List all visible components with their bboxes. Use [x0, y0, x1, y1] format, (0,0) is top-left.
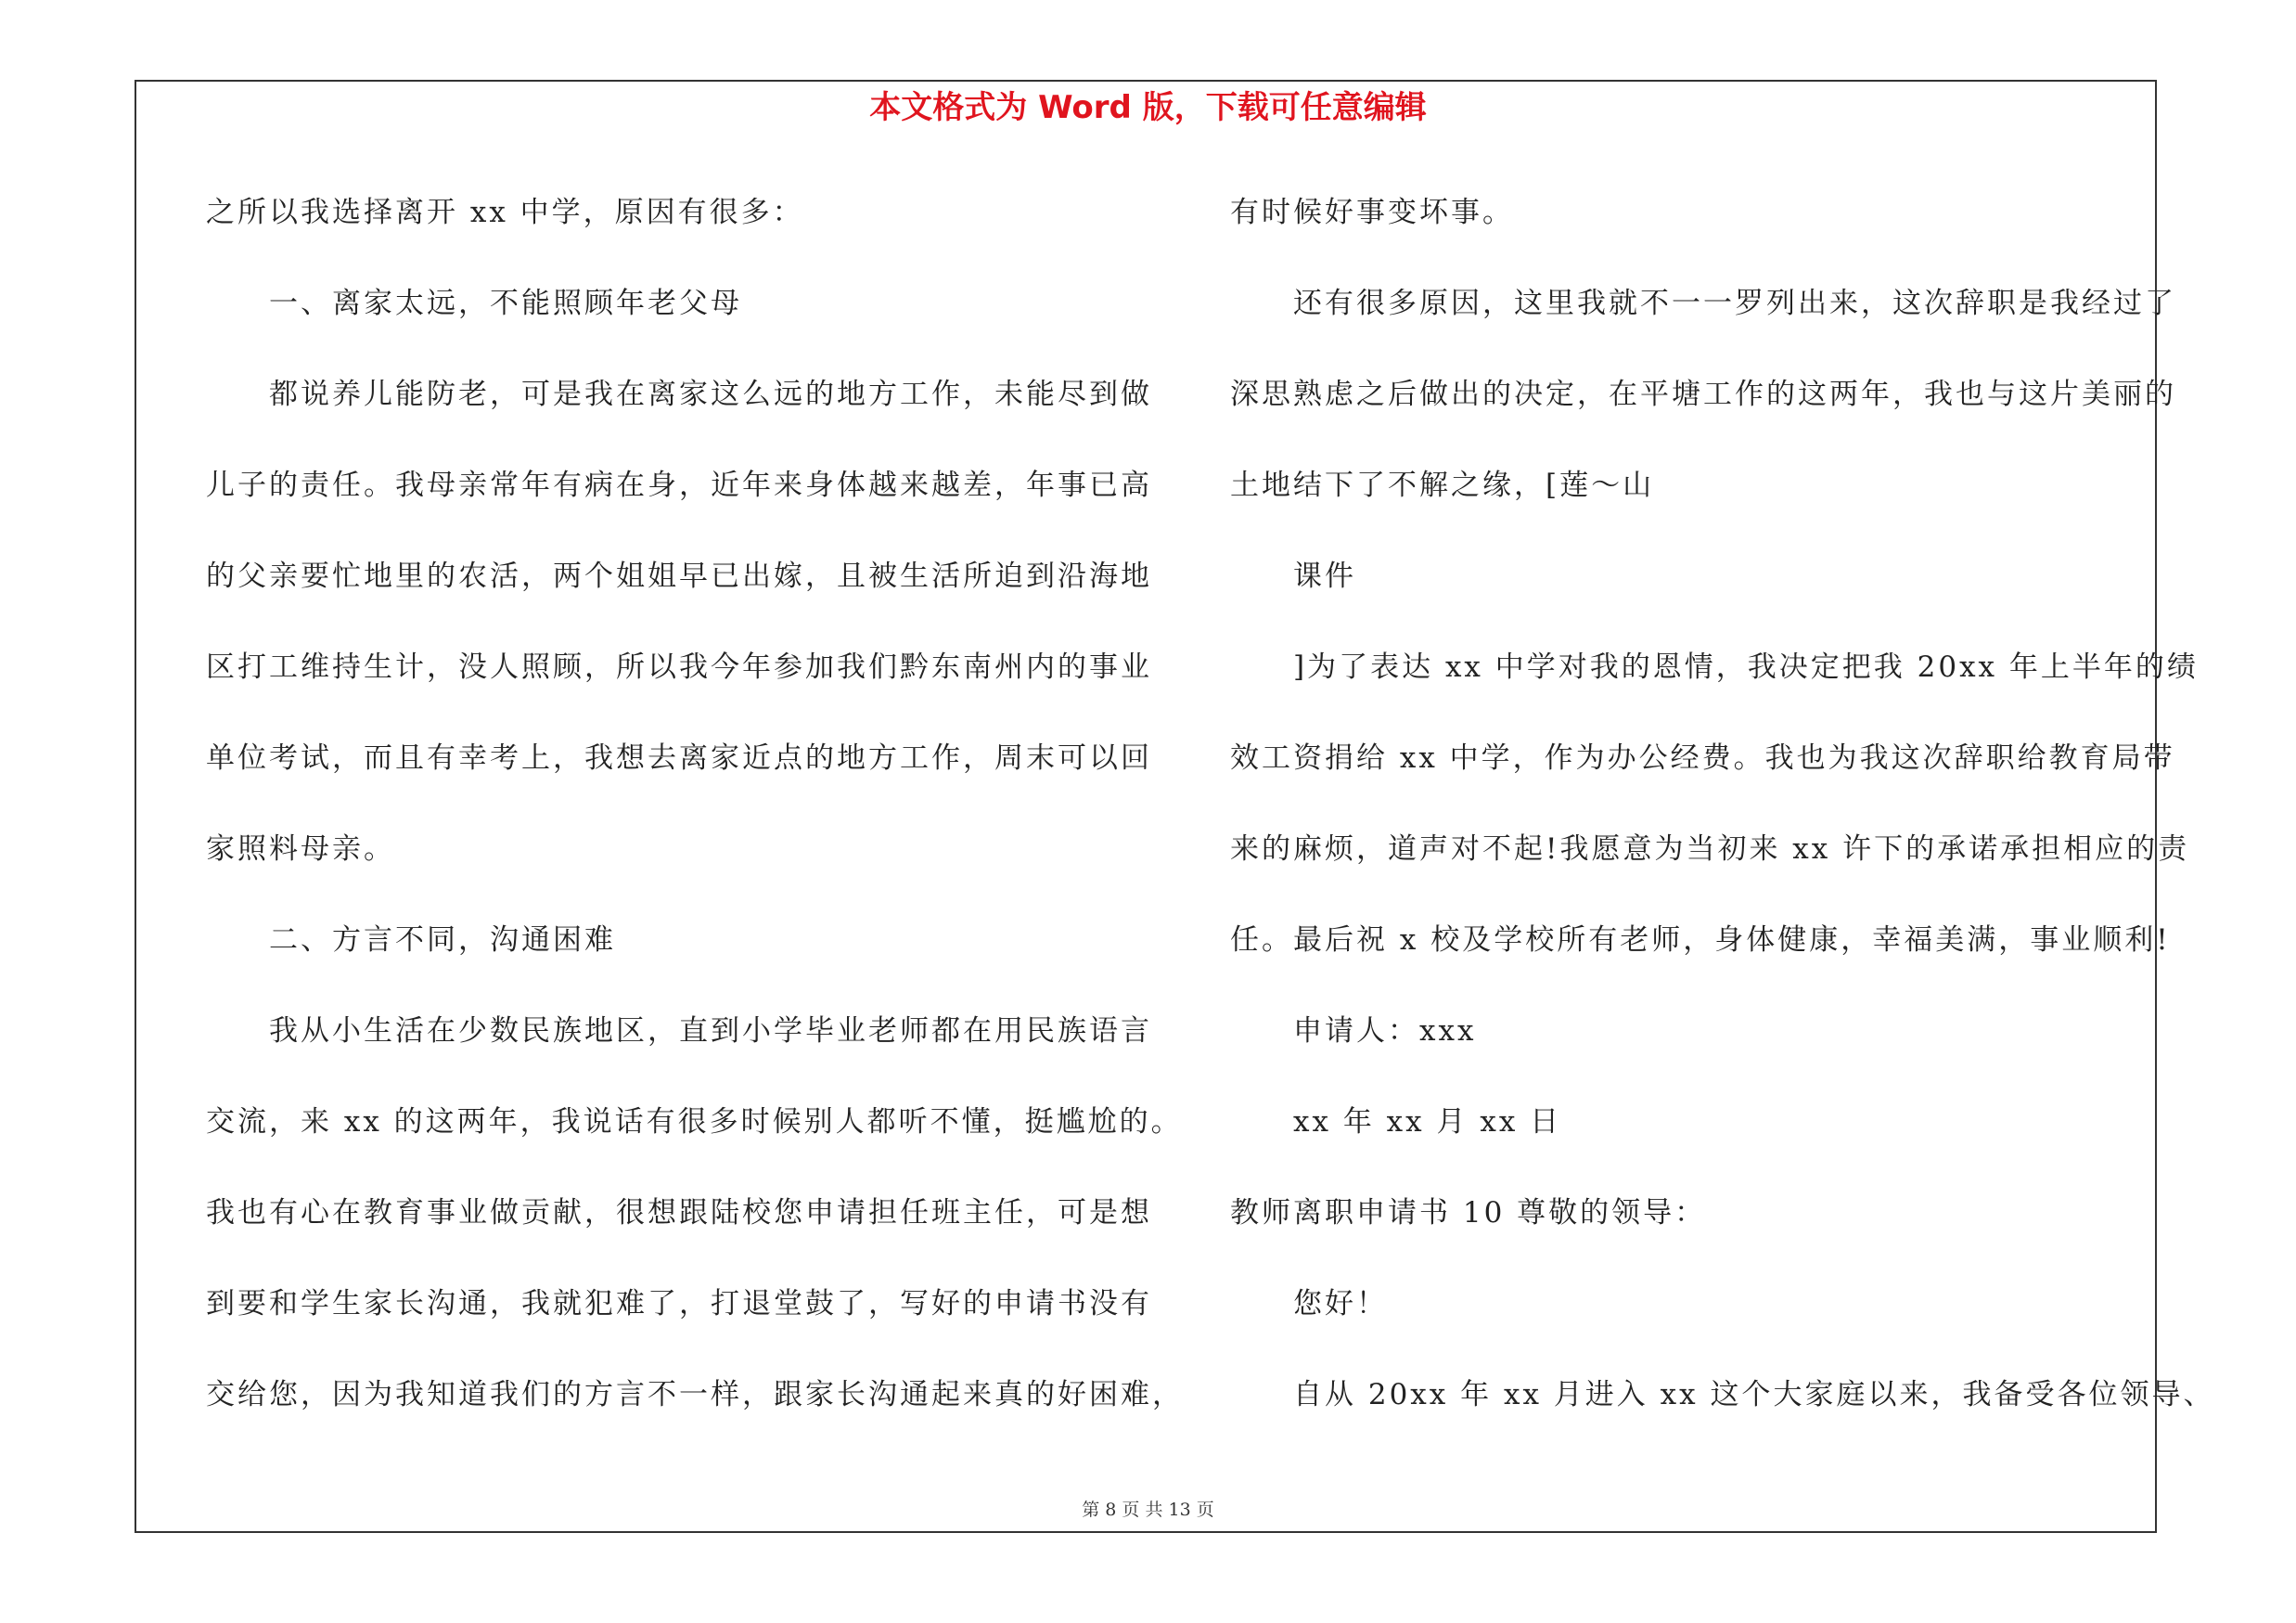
text-line: 申请人：xxx [1293, 1014, 1477, 1048]
text-line: 还有很多原因，这里我就不一一罗列出来，这次辞职是我经过了 [1293, 287, 2176, 320]
text-line: 都说养儿能防老，可是我在离家这么远的地方工作，未能尽到做 [269, 378, 1152, 411]
text-line: 我也有心在教育事业做贡献，很想跟陆校您申请担任班主任，可是想 [206, 1196, 1152, 1230]
text-line: 自从 20xx 年 xx 月进入 xx 这个大家庭以来，我备受各位领导、 [1293, 1378, 2215, 1411]
text-line: 一、离家太远，不能照顾年老父母 [269, 287, 742, 320]
text-line: 教师离职申请书 10 尊敬的领导： [1230, 1196, 1707, 1230]
text-line: 单位考试，而且有幸考上，我想去离家近点的地方工作，周末可以回 [206, 741, 1152, 775]
left-text-column [206, 186, 1184, 1459]
text-line: 交给您，因为我知道我们的方言不一样，跟家长沟通起来真的好困难， [206, 1378, 1184, 1411]
text-line: 效工资捐给 xx 中学，作为办公经费。我也为我这次辞职给教育局带 [1230, 741, 2175, 775]
text-line: xx 年 xx 月 xx 日 [1293, 1105, 1562, 1139]
text-line: 深思熟虑之后做出的决定，在平塘工作的这两年，我也与这片美丽的 [1230, 378, 2176, 411]
text-line: 有时候好事变坏事。 [1230, 196, 1514, 229]
text-line: 到要和学生家长沟通，我就犯难了，打退堂鼓了，写好的申请书没有 [206, 1287, 1152, 1320]
text-line: 的父亲要忙地里的农活，两个姐姐早已出嫁，且被生活所迫到沿海地 [206, 560, 1152, 593]
right-text-column [1230, 186, 2215, 1459]
text-line: 我从小生活在少数民族地区，直到小学毕业老师都在用民族语言 [269, 1014, 1152, 1048]
format-banner: 本文格式为 Word 版，下载可任意编辑 [869, 89, 1427, 126]
text-line: 课件 [1293, 560, 1356, 593]
text-line: 任。最后祝 x 校及学校所有老师，身体健康，幸福美满，事业顺利! [1230, 923, 2171, 957]
text-line: 二、方言不同，沟通困难 [269, 923, 616, 957]
text-line: 区打工维持生计，没人照顾，所以我今年参加我们黔东南州内的事业 [206, 650, 1152, 684]
page-number: 第 8 页 共 13 页 [1082, 1500, 1214, 1520]
text-line: 土地结下了不解之缘，[莲～山 [1230, 469, 1655, 502]
text-line: ]为了表达 xx 中学对我的恩情，我决定把我 20xx 年上半年的绩 [1293, 650, 2199, 684]
text-line: 来的麻烦，道声对不起!我愿意为当初来 xx 许下的承诺承担相应的责 [1230, 832, 2190, 866]
text-line: 家照料母亲。 [206, 832, 395, 866]
text-line: 儿子的责任。我母亲常年有病在身，近年来身体越来越差，年事已高 [206, 469, 1152, 502]
text-line: 之所以我选择离开 xx 中学，原因有很多： [206, 196, 804, 229]
text-line: 您好！ [1293, 1287, 1388, 1320]
text-line: 交流，来 xx 的这两年，我说话有很多时候别人都听不懂，挺尴尬的。 [206, 1105, 1183, 1139]
